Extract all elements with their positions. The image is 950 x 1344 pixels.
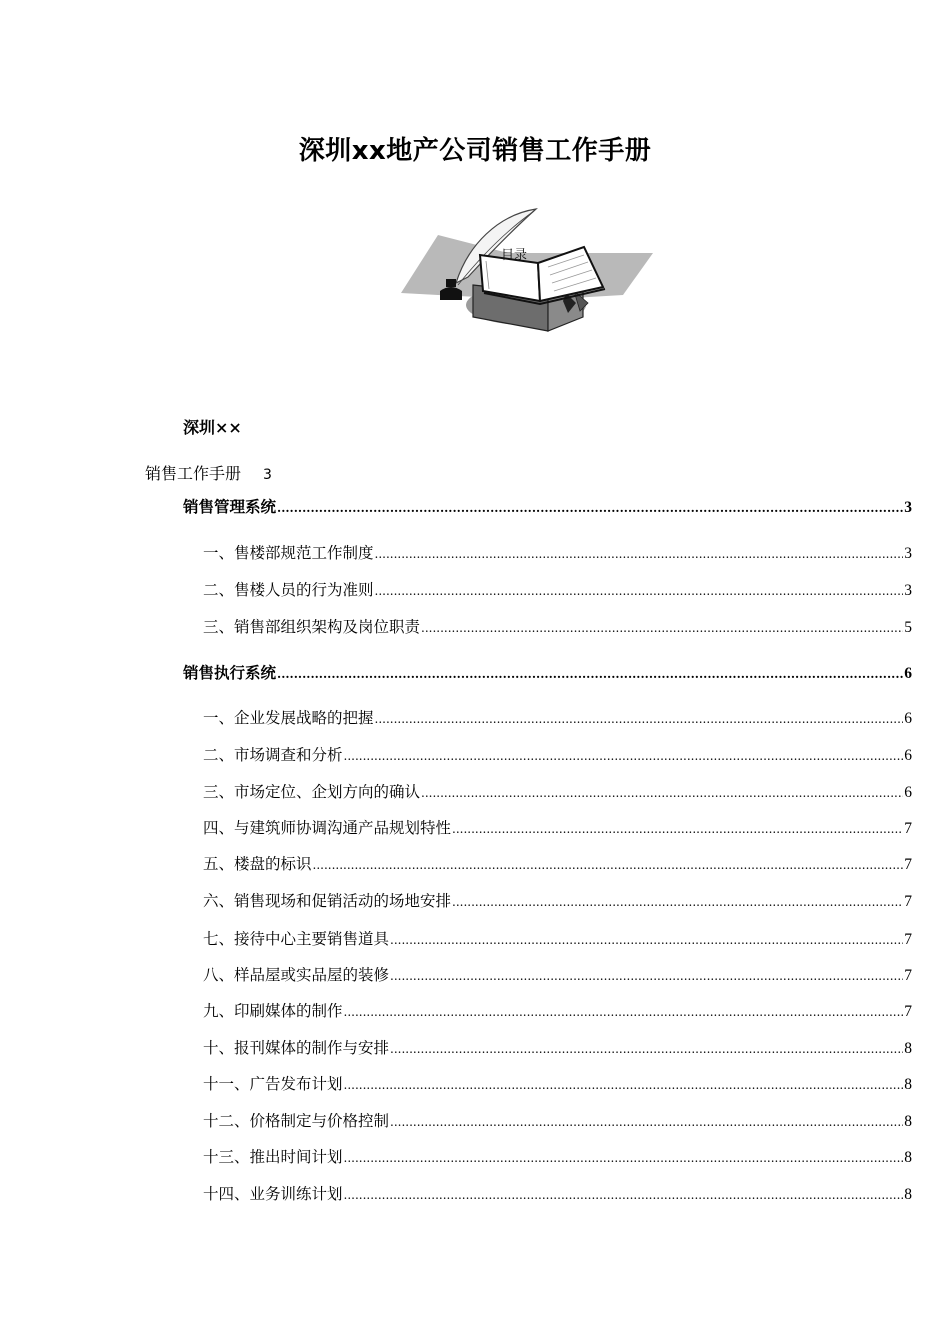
manual-heading xyxy=(145,461,272,484)
toc-entry[interactable] xyxy=(203,617,912,638)
toc-entry-label: 二、市场调查和分析 xyxy=(203,746,343,764)
toc-page-number: 8 xyxy=(904,1076,912,1093)
toc-dot-leader xyxy=(390,930,903,950)
toc-entry-label: 三、销售部组织架构及岗位职责 xyxy=(203,618,421,636)
toc-entry[interactable] xyxy=(203,891,912,912)
toc-page-number: 7 xyxy=(904,856,912,873)
toc-entry-label: 四、与建筑师协调沟通产品规划特性 xyxy=(203,819,452,837)
toc-dot-leader xyxy=(277,664,903,684)
manual-heading-page: 3 xyxy=(263,467,272,483)
toc-page-number: 6 xyxy=(904,665,912,682)
toc-entry[interactable] xyxy=(203,543,912,564)
toc-page-number: 3 xyxy=(904,499,912,516)
toc-page-number: 6 xyxy=(904,710,912,727)
toc-page-number: 7 xyxy=(904,931,912,948)
toc-dot-leader xyxy=(421,783,903,803)
manual-heading-label: 销售工作手册 xyxy=(145,464,242,483)
toc-entry-label: 一、企业发展战略的把握 xyxy=(203,709,374,727)
toc-entry-label: 六、销售现场和促销活动的场地安排 xyxy=(203,892,452,910)
illustration-label: 目录 xyxy=(501,248,528,263)
toc-dot-leader xyxy=(390,966,903,986)
toc-entry-label: 十三、推出时间计划 xyxy=(203,1148,343,1166)
toc-entry-label: 十二、价格制定与价格控制 xyxy=(203,1112,390,1130)
toc-entry-label: 七、接待中心主要销售道具 xyxy=(203,930,390,948)
toc-page-number: 6 xyxy=(904,784,912,801)
toc-page-number: 7 xyxy=(904,893,912,910)
toc-entry-label: 销售执行系统 xyxy=(183,663,277,682)
toc-entry[interactable] xyxy=(203,929,912,950)
toc-page-number: 8 xyxy=(904,1040,912,1057)
toc-page-number: 7 xyxy=(904,1003,912,1020)
toc-section-entry[interactable] xyxy=(183,497,912,518)
toc-entry[interactable] xyxy=(203,1001,912,1022)
toc-dot-leader xyxy=(421,618,903,638)
toc-page-number: 7 xyxy=(904,967,912,984)
toc-entry[interactable] xyxy=(203,818,912,839)
toc-entry-label: 二、售楼人员的行为准则 xyxy=(203,581,374,599)
company-subtitle: 深圳×× xyxy=(183,418,242,437)
toc-dot-leader xyxy=(390,1039,903,1059)
toc-entry-label: 十一、广告发布计划 xyxy=(203,1075,343,1093)
toc-dot-leader xyxy=(344,1002,904,1022)
toc-dot-leader xyxy=(375,709,904,729)
toc-entry-label: 一、售楼部规范工作制度 xyxy=(203,544,374,562)
toc-entry[interactable] xyxy=(203,580,912,601)
toc-dot-leader xyxy=(375,544,904,564)
toc-entry-label: 三、市场定位、企划方向的确认 xyxy=(203,783,421,801)
toc-entry[interactable] xyxy=(203,782,912,803)
toc-dot-leader xyxy=(344,1148,904,1168)
toc-page-number: 8 xyxy=(904,1113,912,1130)
toc-entry[interactable] xyxy=(203,1184,912,1205)
toc-dot-leader xyxy=(375,581,904,601)
toc-dot-leader xyxy=(390,1112,903,1132)
toc-entry[interactable] xyxy=(203,1038,912,1059)
toc-page-number: 6 xyxy=(904,747,912,764)
toc-entry-label: 九、印刷媒体的制作 xyxy=(203,1002,343,1020)
toc-entry-label: 十四、业务训练计划 xyxy=(203,1185,343,1203)
toc-dot-leader xyxy=(277,498,903,518)
toc-page-number: 8 xyxy=(904,1149,912,1166)
toc-entry-label: 十、报刊媒体的制作与安排 xyxy=(203,1039,390,1057)
toc-entry-label: 八、样品屋或实品屋的装修 xyxy=(203,966,390,984)
toc-entry[interactable] xyxy=(203,1147,912,1168)
toc-entry[interactable] xyxy=(203,965,912,986)
toc-entry[interactable] xyxy=(203,854,912,875)
toc-dot-leader xyxy=(344,1075,904,1095)
toc-dot-leader xyxy=(313,855,904,875)
toc-dot-leader xyxy=(344,1185,904,1205)
book-quill-icon xyxy=(398,205,658,340)
book-illustration xyxy=(398,205,658,340)
toc-section-entry[interactable] xyxy=(183,663,912,684)
toc-page-number: 3 xyxy=(904,545,912,562)
toc-page-number: 3 xyxy=(904,582,912,599)
toc-entry[interactable] xyxy=(203,745,912,766)
toc-entry[interactable] xyxy=(203,1074,912,1095)
toc-entry-label: 五、楼盘的标识 xyxy=(203,855,312,873)
toc-dot-leader xyxy=(452,819,903,839)
toc-entry[interactable] xyxy=(203,708,912,729)
toc-dot-leader xyxy=(344,746,904,766)
toc-entry-label: 销售管理系统 xyxy=(183,497,277,516)
toc-entry[interactable] xyxy=(203,1111,912,1132)
document-title: 深圳xx地产公司销售工作手册 xyxy=(298,136,652,166)
toc-page-number: 5 xyxy=(904,619,912,636)
toc-dot-leader xyxy=(452,892,903,912)
toc-page-number: 8 xyxy=(904,1186,912,1203)
toc-page-number: 7 xyxy=(904,820,912,837)
